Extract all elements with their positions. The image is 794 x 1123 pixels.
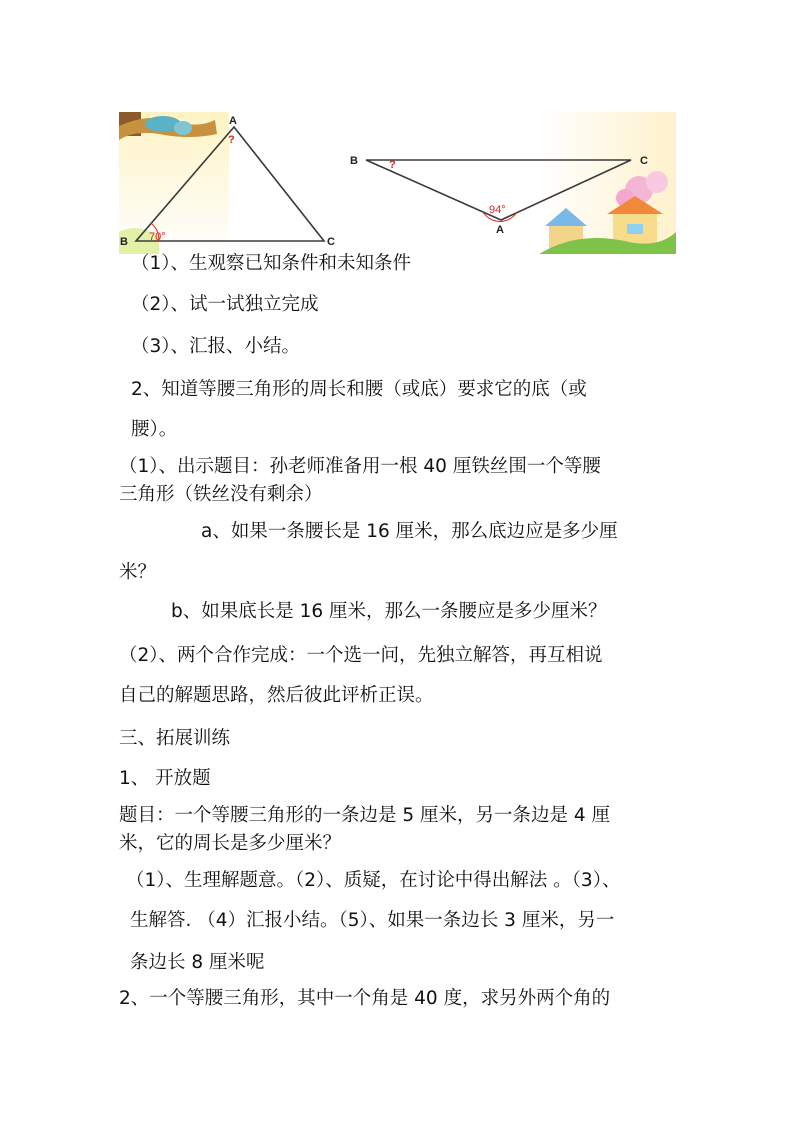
text-line: 三角形（铁丝没有剩余） (119, 484, 323, 505)
text-line: 2、知道等腰三角形的周长和腰（或底）要求它的底（或 (131, 379, 587, 400)
right-vertex-b-label: B (350, 155, 358, 167)
left-unknown-angle-mark: ? (228, 134, 235, 146)
right-unknown-angle-mark: ? (389, 159, 396, 171)
text-line: 自己的解题思路，然后彼此评析正误。 (119, 685, 434, 706)
left-decoration (119, 112, 229, 254)
right-vertex-a-label: A (496, 224, 504, 236)
text-line: 米？ (119, 562, 157, 583)
left-given-angle-label: 70° (149, 231, 166, 243)
section-heading: 三、拓展训练 (119, 728, 231, 749)
right-vertex-c-label: C (640, 155, 648, 167)
text-line: （1）、生观察已知条件和未知条件 (131, 253, 412, 274)
text-line: 米，它的周长是多少厘米？ (119, 833, 342, 854)
text-line: 腰）。 (131, 419, 178, 440)
text-line: 生解答. （4）汇报小结。（5）、如果一条边长 3 厘米，另一 (130, 910, 615, 931)
text-line: 2、一个等腰三角形，其中一个角是 40 度，求另外两个角的 (119, 988, 611, 1009)
left-vertex-a-label: A (229, 115, 237, 127)
text-line: b、如果底长是 16 厘米，那么一条腰应是多少厘米？ (171, 601, 607, 622)
text-line: a、如果一条腰长是 16 厘米，那么底边应是多少厘 (201, 521, 618, 542)
left-vertex-b-label: B (120, 236, 128, 248)
left-vertex-c-label: C (327, 236, 335, 248)
right-given-angle-label: 94° (489, 204, 506, 216)
text-line: 1、 开放题 (119, 768, 211, 789)
text-line: （1）、生理解题意。（2）、质疑，在讨论中得出解法 。（3）、 (126, 870, 621, 891)
text-line: （2）、两个合作完成：一个选一问，先独立解答，再互相说 (119, 645, 603, 666)
text-line: （3）、汇报、小结。 (131, 336, 301, 357)
text-line: 条边长 8 厘米呢 (130, 952, 265, 973)
text-line: （1）、出示题目：孙老师准备用一根 40 厘铁丝围一个等腰 (119, 456, 601, 477)
right-decoration (539, 112, 676, 254)
text-line: （2）、试一试独立完成 (131, 294, 319, 315)
text-line: 题目：一个等腰三角形的一条边是 5 厘米，另一条边是 4 厘 (119, 805, 611, 826)
triangles-figure (119, 112, 676, 254)
